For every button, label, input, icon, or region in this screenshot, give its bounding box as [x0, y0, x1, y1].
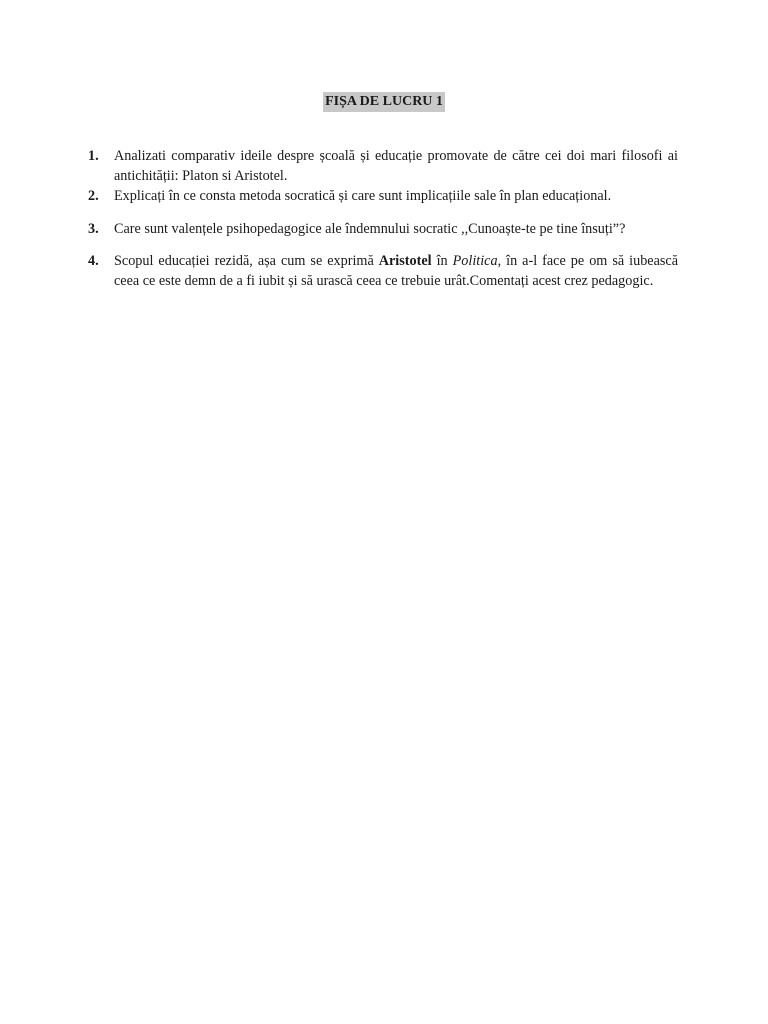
item-text: Explicați în ce consta metoda socratică și care sunt implicațiile sale în plan educațional. — [114, 188, 612, 204]
item-text: Analizati comparativ ideile despre școală și educație promovate de către cei doi mari filosofi ai antichității: Platon si Aristotel. — [114, 148, 678, 184]
item-text-before: Scopul educației rezidă, așa cum se exprimă — [114, 253, 379, 269]
item-number: 1. — [88, 148, 99, 164]
list-item — [88, 146, 678, 186]
item-number: 4. — [88, 253, 99, 269]
author-name: Aristotel — [378, 253, 432, 269]
list-item — [88, 219, 678, 239]
item-number: 3. — [88, 221, 99, 237]
work-title: Politica — [452, 253, 498, 269]
item-text — [114, 251, 678, 291]
title-container — [0, 92, 768, 112]
page-title: FIȘA DE LUCRU 1 — [323, 92, 445, 112]
question-list — [88, 146, 678, 291]
item-number: 2. — [88, 188, 99, 204]
list-item — [88, 186, 678, 206]
item-text: Care sunt valențele psihopedagogice ale îndemnului socratic ,,Cunoaște-te pe tine însuți”? — [114, 221, 626, 237]
item-text-after: , în a-l face pe om să iubească ceea ce este demn de a fi iubit și să urască ceea ce trebuie urât.Comentați acest crez pedagogic. — [114, 253, 679, 289]
list-item — [88, 251, 678, 291]
item-text-middle: în — [431, 253, 453, 269]
